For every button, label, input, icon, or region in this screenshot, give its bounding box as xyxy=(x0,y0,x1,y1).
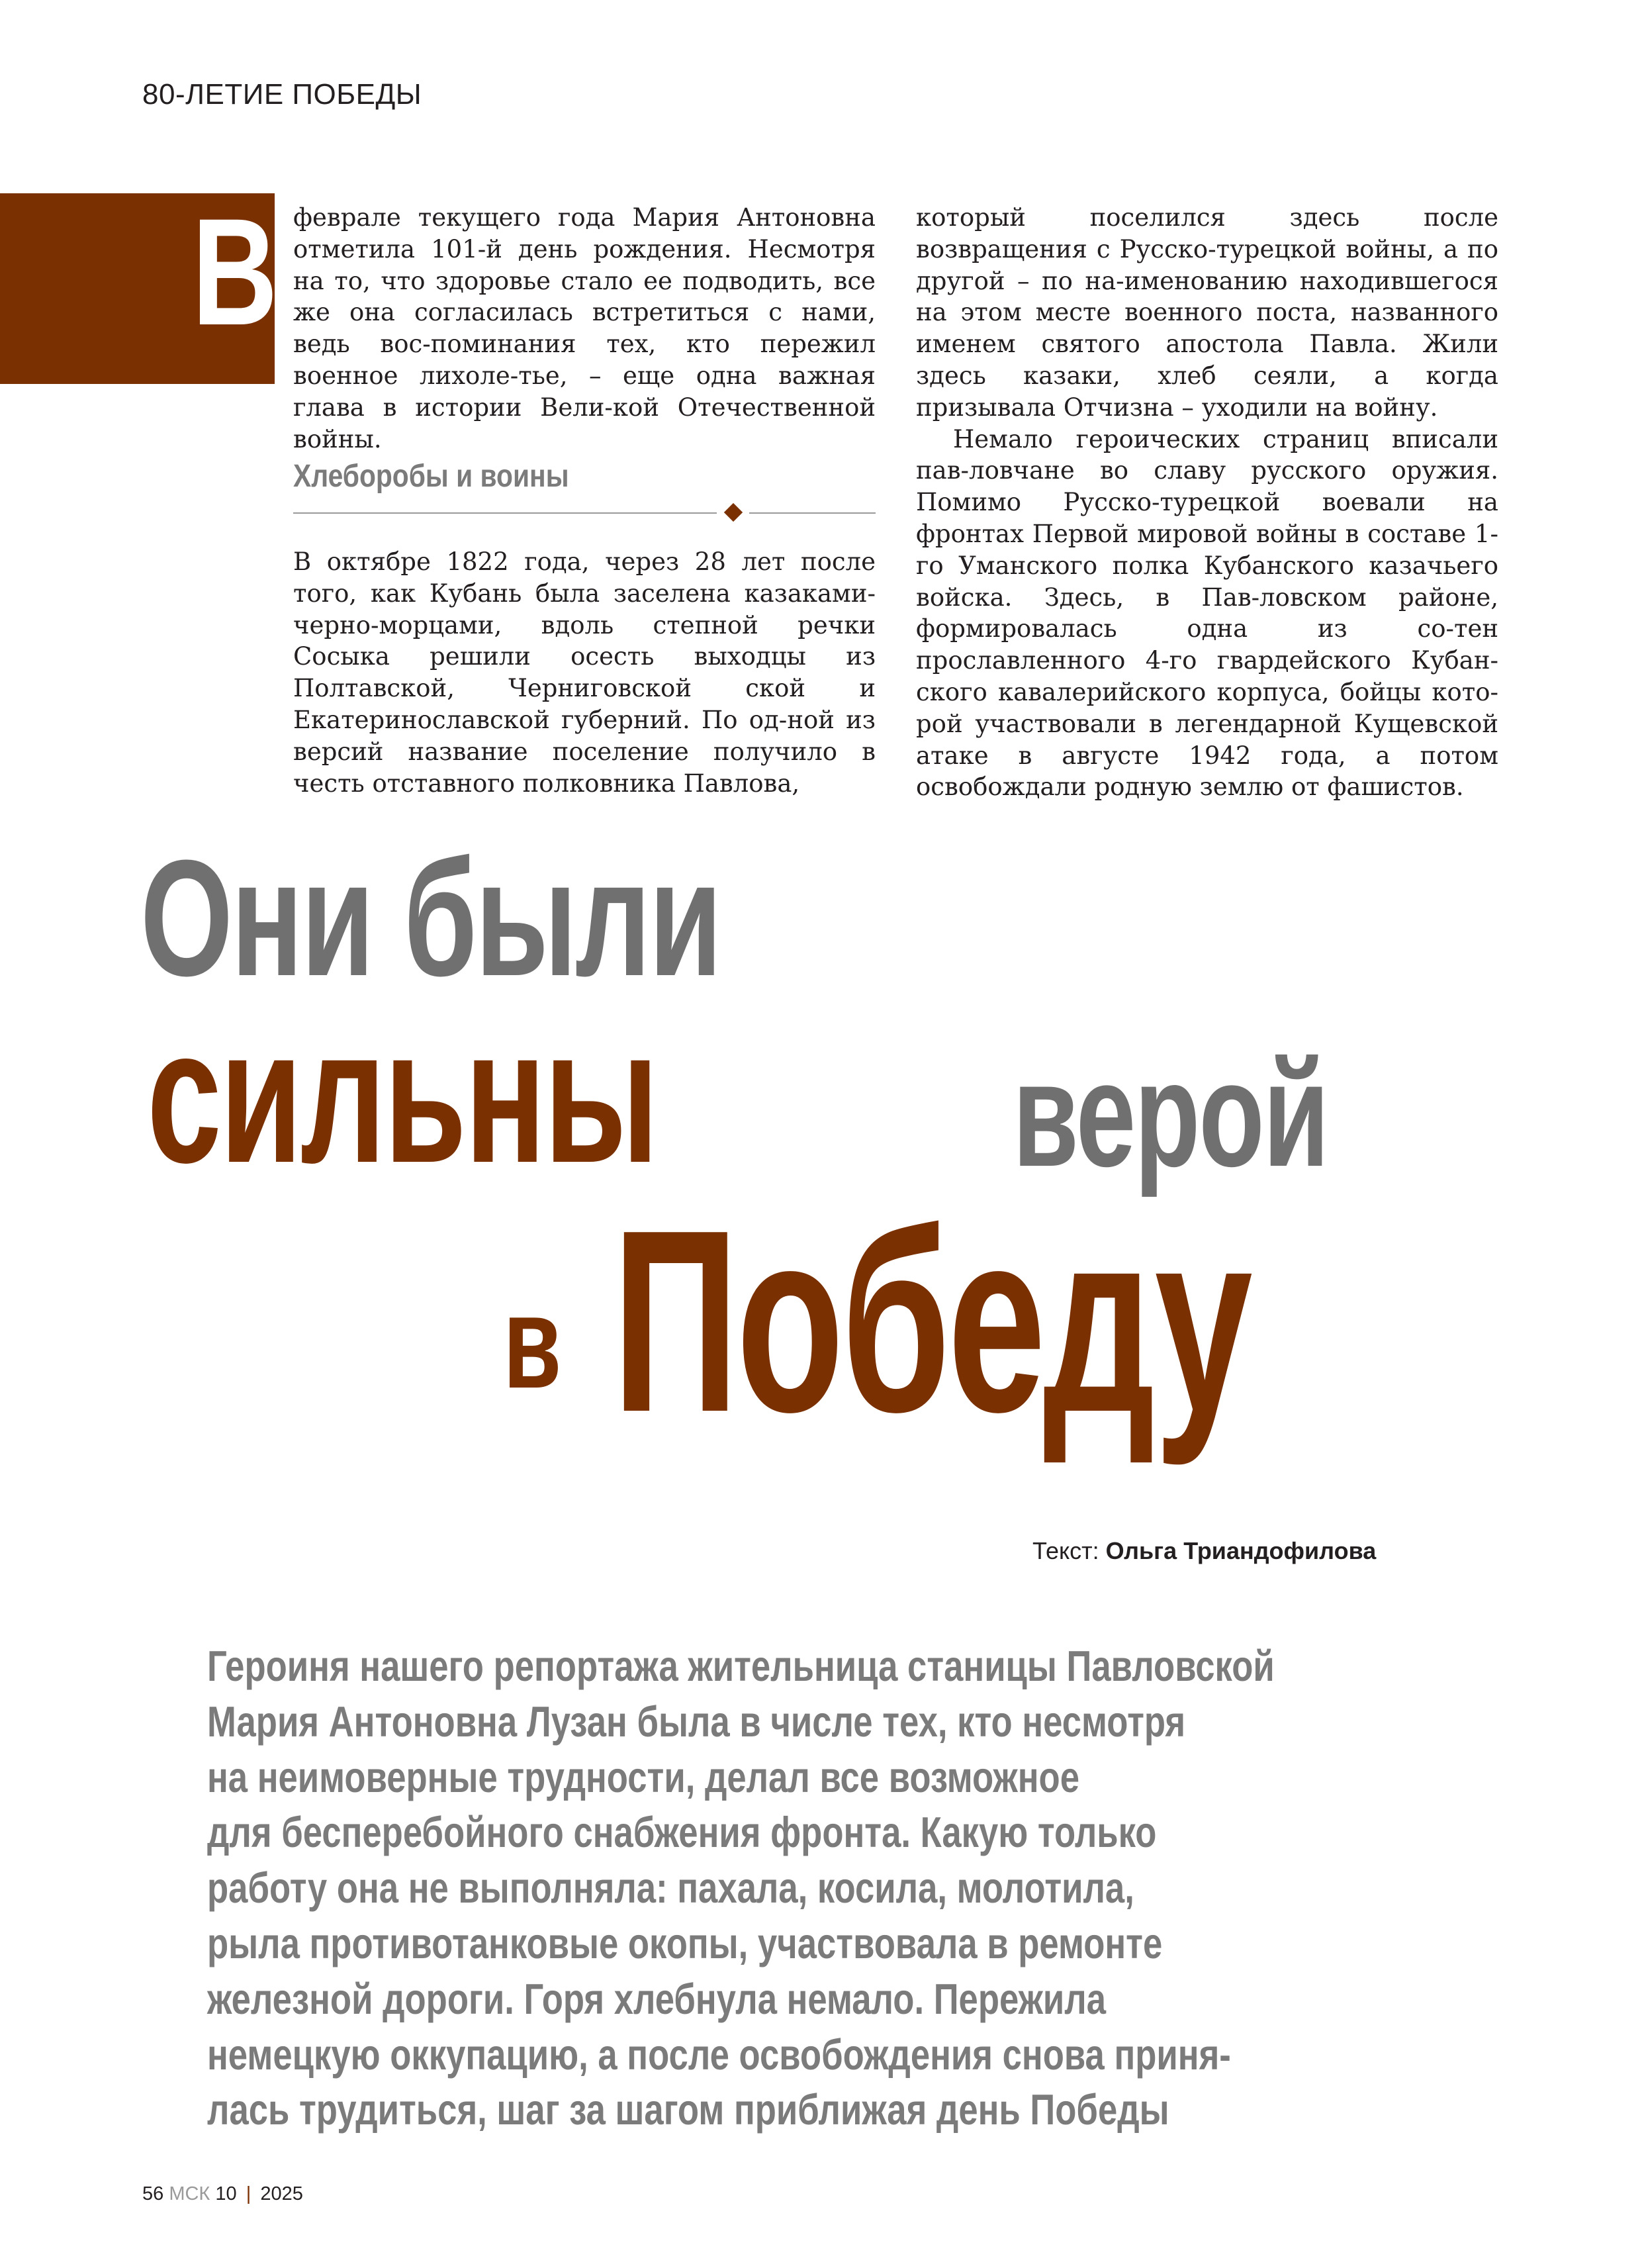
footer-separator: | xyxy=(246,2183,251,2204)
text-line: ловском районе, формировалась одна из со- xyxy=(916,583,1498,643)
text-line: отметила 101-й день рождения. Несмотря на xyxy=(293,234,876,295)
text-line: кой Отечественной войны. xyxy=(293,393,876,453)
text-line: на войну. xyxy=(1315,393,1438,422)
text-line: Русско-турецкой воевали на фронтах Первой xyxy=(916,488,1498,548)
text-line: атаке в августе 1942 года, а потом освобождали xyxy=(916,741,1498,802)
text-line: сеяли, а когда призывала Отчизна – уходили xyxy=(916,361,1498,422)
text-line: тен прославленного 4-го гвардейского Кубан- xyxy=(916,614,1498,675)
text-line: немецкую оккупацию, а после освобождения снова приня- xyxy=(207,2030,1231,2079)
text-line: мировой войны в составе 1-го Уманского полка xyxy=(916,519,1498,580)
headline-line-1: Они были xyxy=(140,826,721,1010)
text-line: Героиня нашего репортажа жительница станицы Павловской xyxy=(207,1642,1275,1690)
text-line: для бесперебойного снабжения фронта. Какую только xyxy=(207,1808,1157,1857)
text-line: тье, – еще одна важная глава в истории Вели- xyxy=(293,361,876,422)
section-label: 80-ЛЕТИЕ ПОБЕДЫ xyxy=(142,78,422,111)
diamond-ornament-icon xyxy=(724,503,743,522)
history-paragraph xyxy=(293,546,876,799)
article-column-1 xyxy=(293,202,876,455)
page-number: 56 xyxy=(142,2183,164,2204)
drop-cap-letter: В xyxy=(192,187,278,357)
heroic-paragraph xyxy=(916,424,1498,804)
text-line: то, что здоровье стало ее подводить, все же xyxy=(293,266,876,327)
headline-word-in: в xyxy=(503,1268,562,1416)
text-line: Кубанского казачьего войска. Здесь, в Пав- xyxy=(916,551,1498,612)
text-line: морцами, вдоль степной речки Сосыка решили xyxy=(293,610,876,671)
byline xyxy=(1032,1537,1376,1565)
text-line: Немало героических страниц вписали пав- xyxy=(916,424,1498,485)
text-line: апостола Павла. Жили здесь казаки, хлеб xyxy=(916,330,1498,390)
intro-paragraph xyxy=(293,202,876,455)
text-line: на неимоверные трудности, делал все возможное xyxy=(207,1752,1080,1801)
text-line: лась трудиться, шаг за шагом приближая день Победы xyxy=(207,2085,1169,2134)
headline-word-faith: верой xyxy=(1013,1030,1328,1198)
text-line: поминания тех, кто пережил военное лихоле- xyxy=(293,330,876,390)
text-line: она согласилась встретиться с нами, ведь вос- xyxy=(293,298,876,359)
text-line: феврале текущего года Мария Антоновна xyxy=(293,203,876,232)
history-paragraph-cont xyxy=(916,202,1498,424)
text-line: ной из версий название поселение получило xyxy=(293,705,876,766)
text-line: родную землю от фашистов. xyxy=(1094,773,1464,802)
subheading-rule-right xyxy=(749,512,876,514)
text-line: работу она не выполняла: пахала, косила, молотила, xyxy=(207,1864,1134,1913)
lead-paragraph xyxy=(207,1638,1525,2138)
text-line: Мария Антоновна Лузан была в числе тех, кто несмотря xyxy=(207,1697,1186,1746)
text-line: ской и Екатеринославской губерний. По од- xyxy=(293,674,876,734)
issue-number: 10 xyxy=(215,2183,237,2204)
text-line: рыла противотанковые окопы, участвовала в ремонте xyxy=(207,1918,1163,1967)
byline-author: Ольга Триандофилова xyxy=(1105,1537,1377,1564)
text-line: с Русско-турецкой войны, а по другой – по на- xyxy=(916,234,1498,295)
issue-year: 2025 xyxy=(260,2183,303,2204)
subheading-rule-left xyxy=(293,512,717,514)
subheading: Хлеборобы и воины xyxy=(293,459,569,494)
magazine-name: МСК xyxy=(169,2183,210,2204)
text-line: ловчане во славу русского оружия. Помимо xyxy=(916,456,1498,517)
text-line: железной дороги. Горя хлебнула немало. Пережила xyxy=(207,1974,1107,2023)
text-line: именованию находившегося на этом месте xyxy=(916,266,1498,327)
text-line: ского кавалерийского корпуса, бойцы кото- xyxy=(916,677,1498,706)
headline-word-victory: Победу xyxy=(612,1176,1250,1466)
article-column-1-continued xyxy=(293,546,876,799)
text-line: рой участвовали в легендарной Кущевской xyxy=(916,709,1498,738)
text-line: как Кубань была заселена казаками-черно- xyxy=(293,579,876,639)
headline-word-strong: сильны xyxy=(147,988,657,1203)
text-line: в честь отставного полковника Павлова, xyxy=(293,737,876,798)
article-column-2 xyxy=(916,202,1498,803)
text-line: осесть выходцы из Полтавской, Черниговской xyxy=(293,642,876,703)
page-footer xyxy=(142,2183,303,2205)
text-line: В октябре 1822 года, через 28 лет после того, xyxy=(293,547,876,608)
text-line: который поселился здесь после возвращения xyxy=(916,203,1498,263)
text-line: военного поста, названного именем святого xyxy=(916,298,1499,359)
byline-label: Текст: xyxy=(1032,1537,1099,1564)
